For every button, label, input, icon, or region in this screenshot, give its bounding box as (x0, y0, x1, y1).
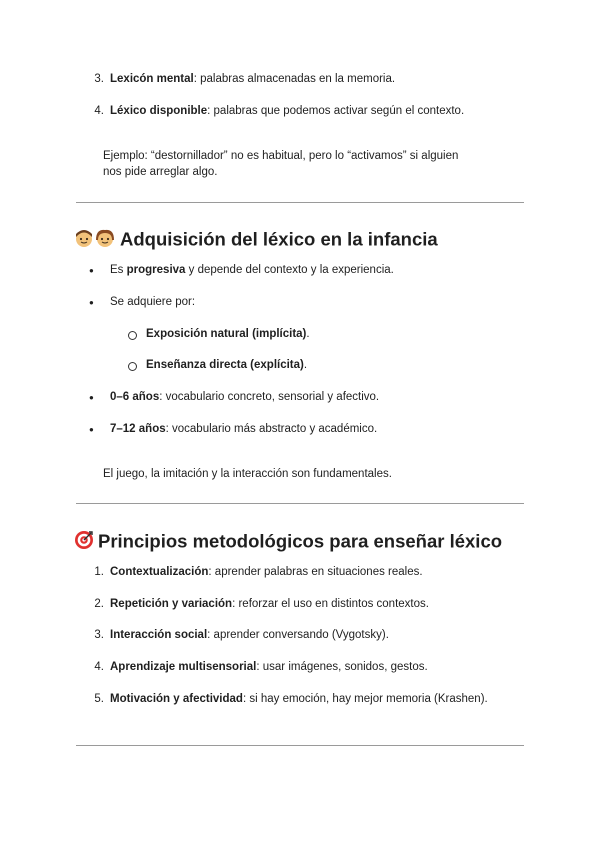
list-rest: : aprender palabras en situaciones reales. (208, 566, 423, 578)
divider (76, 202, 524, 203)
list-text (146, 358, 307, 373)
list-rest: : si hay emoción, hay mejor memoria (Krashen). (242, 693, 488, 705)
list-rest: : vocabulario concreto, sensorial y afectivo. (159, 391, 380, 403)
list-text (110, 692, 488, 707)
list-term: Exposición natural (implícita) (146, 328, 307, 340)
list-text (110, 660, 428, 675)
list-rest: : palabras almacenadas en la memoria. (193, 73, 396, 85)
circle-bullet-icon (128, 362, 137, 371)
list-number: 2. (94, 598, 104, 610)
list-rest: : reforzar el uso en distintos contextos. (232, 598, 429, 610)
section-title: Principios metodológicos para enseñar léxico (98, 530, 503, 552)
list-pre: Es (110, 264, 127, 276)
list-text: Se adquiere por: (110, 296, 196, 308)
list-text (110, 104, 464, 119)
list-term: 0–6 años (110, 391, 160, 403)
example-line-1: Ejemplo: “destornillador” no es habitual, pero lo “activamos” si alguien (103, 150, 459, 162)
list-text (110, 565, 423, 580)
list-number: 3. (94, 73, 104, 85)
circle-bullet-icon (128, 331, 137, 340)
list-term: 7–12 años (110, 423, 166, 435)
list-term: Enseñanza directa (explícita) (146, 359, 304, 371)
list-rest: : usar imágenes, sonidos, gestos. (256, 661, 428, 673)
list-text (146, 327, 310, 342)
list-text (110, 597, 429, 612)
section-heading-infancia (74, 228, 438, 253)
list-term: Contextualización (110, 566, 209, 578)
list-term: Lexicón mental (110, 73, 194, 85)
list-rest: : aprender conversando (Vygotsky). (207, 629, 389, 641)
list-rest: y depende del contexto y la experiencia. (185, 264, 394, 276)
list-number: 3. (94, 629, 104, 641)
list-term: progresiva (126, 264, 186, 276)
list-text (110, 628, 389, 643)
example-paragraph (103, 148, 523, 180)
list-text (110, 263, 394, 278)
list-rest: : vocabulario más abstracto y académico. (165, 423, 378, 435)
bullet-icon: ● (89, 298, 94, 307)
list-term: Repetición y variación (110, 598, 233, 610)
target-icon (74, 530, 94, 555)
list-term: Aprendizaje multisensorial (110, 661, 257, 673)
list-rest: . (306, 328, 310, 340)
list-text (110, 72, 395, 87)
list-rest: : palabras que podemos activar según el contexto. (207, 105, 465, 117)
list-term: Interacción social (110, 629, 208, 641)
bullet-icon: ● (89, 266, 94, 275)
list-number: 1. (94, 566, 104, 578)
list-number: 4. (94, 105, 104, 117)
list-rest: . (303, 359, 308, 371)
closing-paragraph: El juego, la imitación y la interacción son fundamentales. (103, 468, 392, 480)
list-number: 5. (94, 693, 104, 705)
children-icon (74, 228, 116, 253)
bullet-icon: ● (89, 393, 94, 402)
divider (76, 745, 524, 746)
example-line-2: nos pide arreglar algo. (103, 166, 218, 178)
section-heading-principios (74, 530, 502, 555)
list-text (110, 422, 377, 437)
divider (76, 503, 524, 504)
list-term: Léxico disponible (110, 105, 208, 117)
bullet-icon: ● (89, 425, 94, 434)
list-text (110, 390, 379, 405)
section-title: Adquisición del léxico en la infancia (120, 228, 438, 250)
list-number: 4. (94, 661, 104, 673)
list-term: Motivación y afectividad (110, 693, 243, 705)
